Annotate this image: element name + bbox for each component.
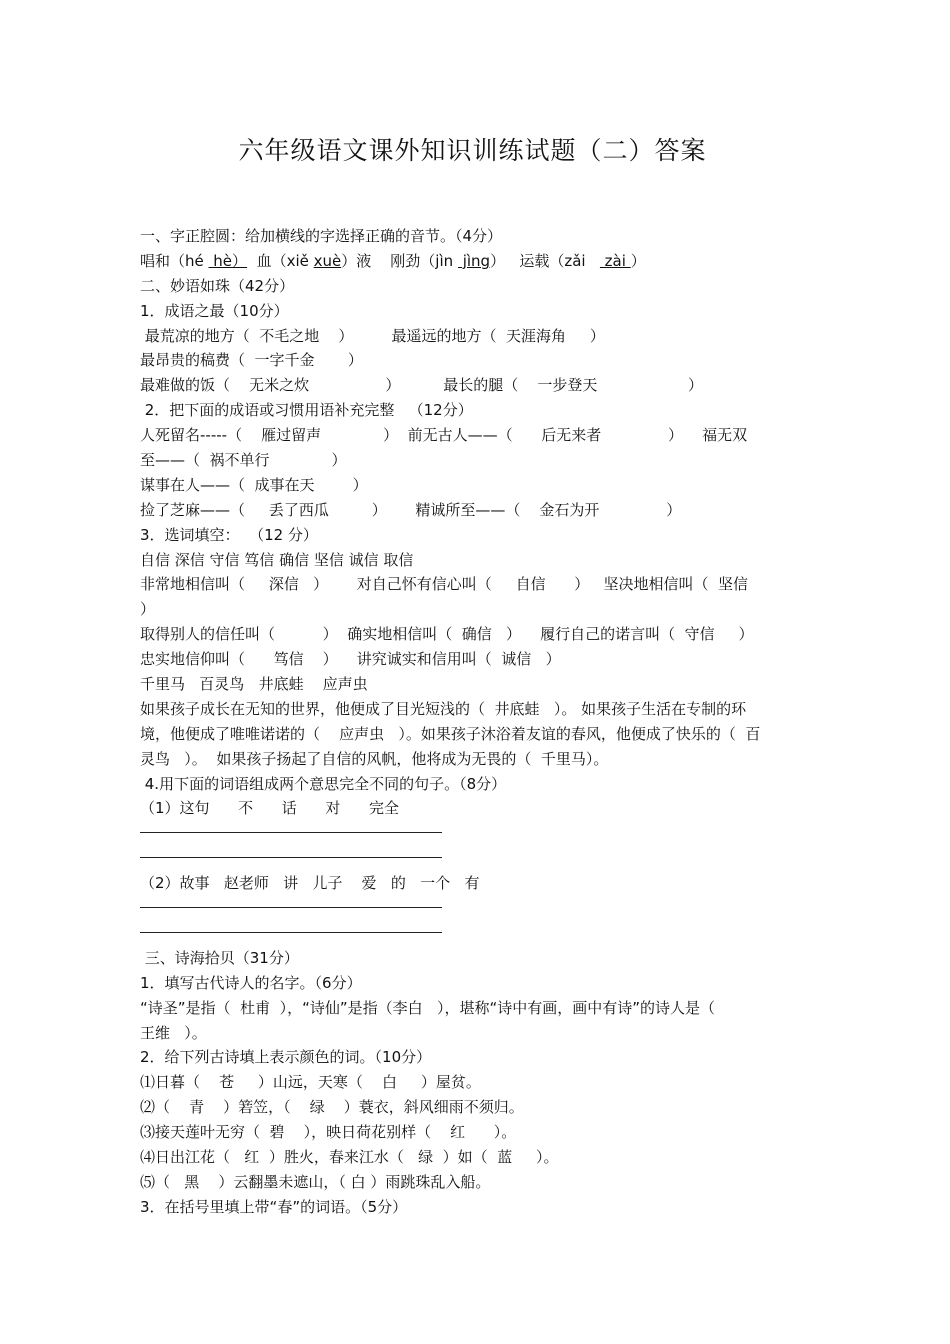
- answer-line: [140, 932, 442, 933]
- poetry-2-line: ⑸（ 黑 ）云翻墨未遮山，（ 白 ）雨跳珠乱入船。: [140, 1172, 491, 1191]
- poetry-1-line: 王维 ）。: [140, 1023, 207, 1042]
- answer-1: hè）: [208, 251, 248, 270]
- question-3-line: 非常地相信叫（ 深信 ） 对自己怀有信心叫（ 自信 ） 坚决地相信叫（ 坚信: [140, 575, 749, 594]
- question-3-line: 取得别人的信任叫（ ） 确实地相信叫（ 确信 ） 履行自己的诺言叫（ 守信 ）: [140, 625, 754, 644]
- question-3-heading: 3．选词填空： （12 分）: [140, 525, 318, 544]
- question-1-line: 最难做的饭（ 无米之炊 ） 最长的腿（ 一步登天 ）: [140, 376, 703, 395]
- question-1-line: 最荒凉的地方（ 不毛之地 ） 最遥远的地方（ 天涯海角 ）: [140, 326, 605, 345]
- question-3-line: 忠实地信仰叫（ 笃信 ） 讲究诚实和信用叫（ 诚信 ）: [140, 650, 561, 669]
- question-2-line: 人死留名-----（ 雁过留声 ） 前无古人——（ 后无来者 ） 福无双: [140, 426, 748, 445]
- answer-4: zài: [599, 251, 631, 270]
- answer-line: [140, 907, 442, 908]
- question-2-line: 捡了芝麻——（ 丢了西瓜 ） 精诚所至——（ 金石为开 ）: [140, 500, 682, 519]
- answer-line: [140, 832, 442, 833]
- question-2-line: 至——（ 祸不单行 ）: [140, 451, 347, 470]
- question-2-heading: 2．把下面的成语或习惯用语补充完整 （12分）: [140, 401, 473, 420]
- question-4-heading: 4.用下面的词语组成两个意思完全不同的句子。（8分）: [140, 774, 507, 793]
- answer-3: jìng: [457, 251, 491, 270]
- poetry-2-line: ⑵（ 青 ）箬笠，（ 绿 ）蓑衣，斜风细雨不须归。: [140, 1098, 524, 1117]
- section-1-heading: 一、字正腔圆：给加横线的字选择正确的音节。（4分）: [140, 227, 503, 245]
- document-body: [140, 224, 812, 1220]
- question-3-line: ）: [140, 600, 156, 619]
- document-title: 六年级语文课外知识训练试题（二）答案: [238, 136, 707, 165]
- poetry-1-heading: 1．填写古代诗人的名字。（6分）: [140, 973, 362, 992]
- section-2-heading: 二、妙语如珠（42分）: [140, 276, 295, 295]
- poetry-2-line: ⑶接天莲叶无穷（ 碧 ），映日荷花别样（ 红 ）。: [140, 1123, 517, 1142]
- word-bank: 自信 深信 守信 笃信 确信 坚信 诚信 取信: [140, 550, 414, 569]
- paragraph-line: 灵鸟 ）。 如果孩子扬起了自信的风帆，他将成为无畏的（ 千里马）。: [140, 749, 609, 768]
- poetry-2-heading: 2．给下列古诗填上表示颜色的词。（10分）: [140, 1048, 432, 1067]
- word-bank-2: 千里马 百灵鸟 井底蛙 应声虫: [140, 675, 368, 694]
- poetry-3-heading: 3．在括号里填上带“春”的词语。（5分）: [140, 1197, 408, 1216]
- answer-line: [140, 857, 442, 858]
- question-1-heading: 1．成语之最（10分）: [140, 301, 289, 320]
- answer-2: xuè: [313, 251, 342, 270]
- poetry-2-line: ⑴日暮（ 苍 ）山远，天寒（ 白 ）屋贫。: [140, 1073, 481, 1092]
- question-4-sentence-1: （1）这句 不 话 对 完全: [140, 799, 399, 818]
- paragraph-line: 如果孩子成长在无知的世界，他便成了目光短浅的（ 井底蛙 ）。 如果孩子生活在专制的环: [140, 699, 747, 718]
- section-3-heading: 三、诗海拾贝（31分）: [140, 948, 299, 967]
- paragraph-line: 境，他便成了唯唯诺诺的（ 应声虫 ）。如果孩子沐浴着友谊的春风，他便成了快乐的（ 百: [140, 724, 761, 743]
- question-1-line: 最昂贵的稿费（ 一字千金 ）: [140, 351, 363, 370]
- pinyin-line: 唱和（hé hè） 血（xiě xuè）液 刚劲（jìn jìng） 运载（zǎi zài ）: [140, 251, 646, 270]
- poetry-2-line: ⑷日出江花（ 红 ）胜火，春来江水（ 绿 ）如（ 蓝 ）。: [140, 1147, 559, 1166]
- question-2-line: 谋事在人——（ 成事在天 ）: [140, 475, 368, 494]
- poetry-1-line: “诗圣”是指（ 杜甫 ），“诗仙”是指（李白 ），堪称“诗中有画，画中有诗”的诗人是（: [140, 998, 716, 1017]
- question-4-sentence-2: （2）故事 赵老师 讲 儿子 爱 的 一个 有: [140, 874, 480, 893]
